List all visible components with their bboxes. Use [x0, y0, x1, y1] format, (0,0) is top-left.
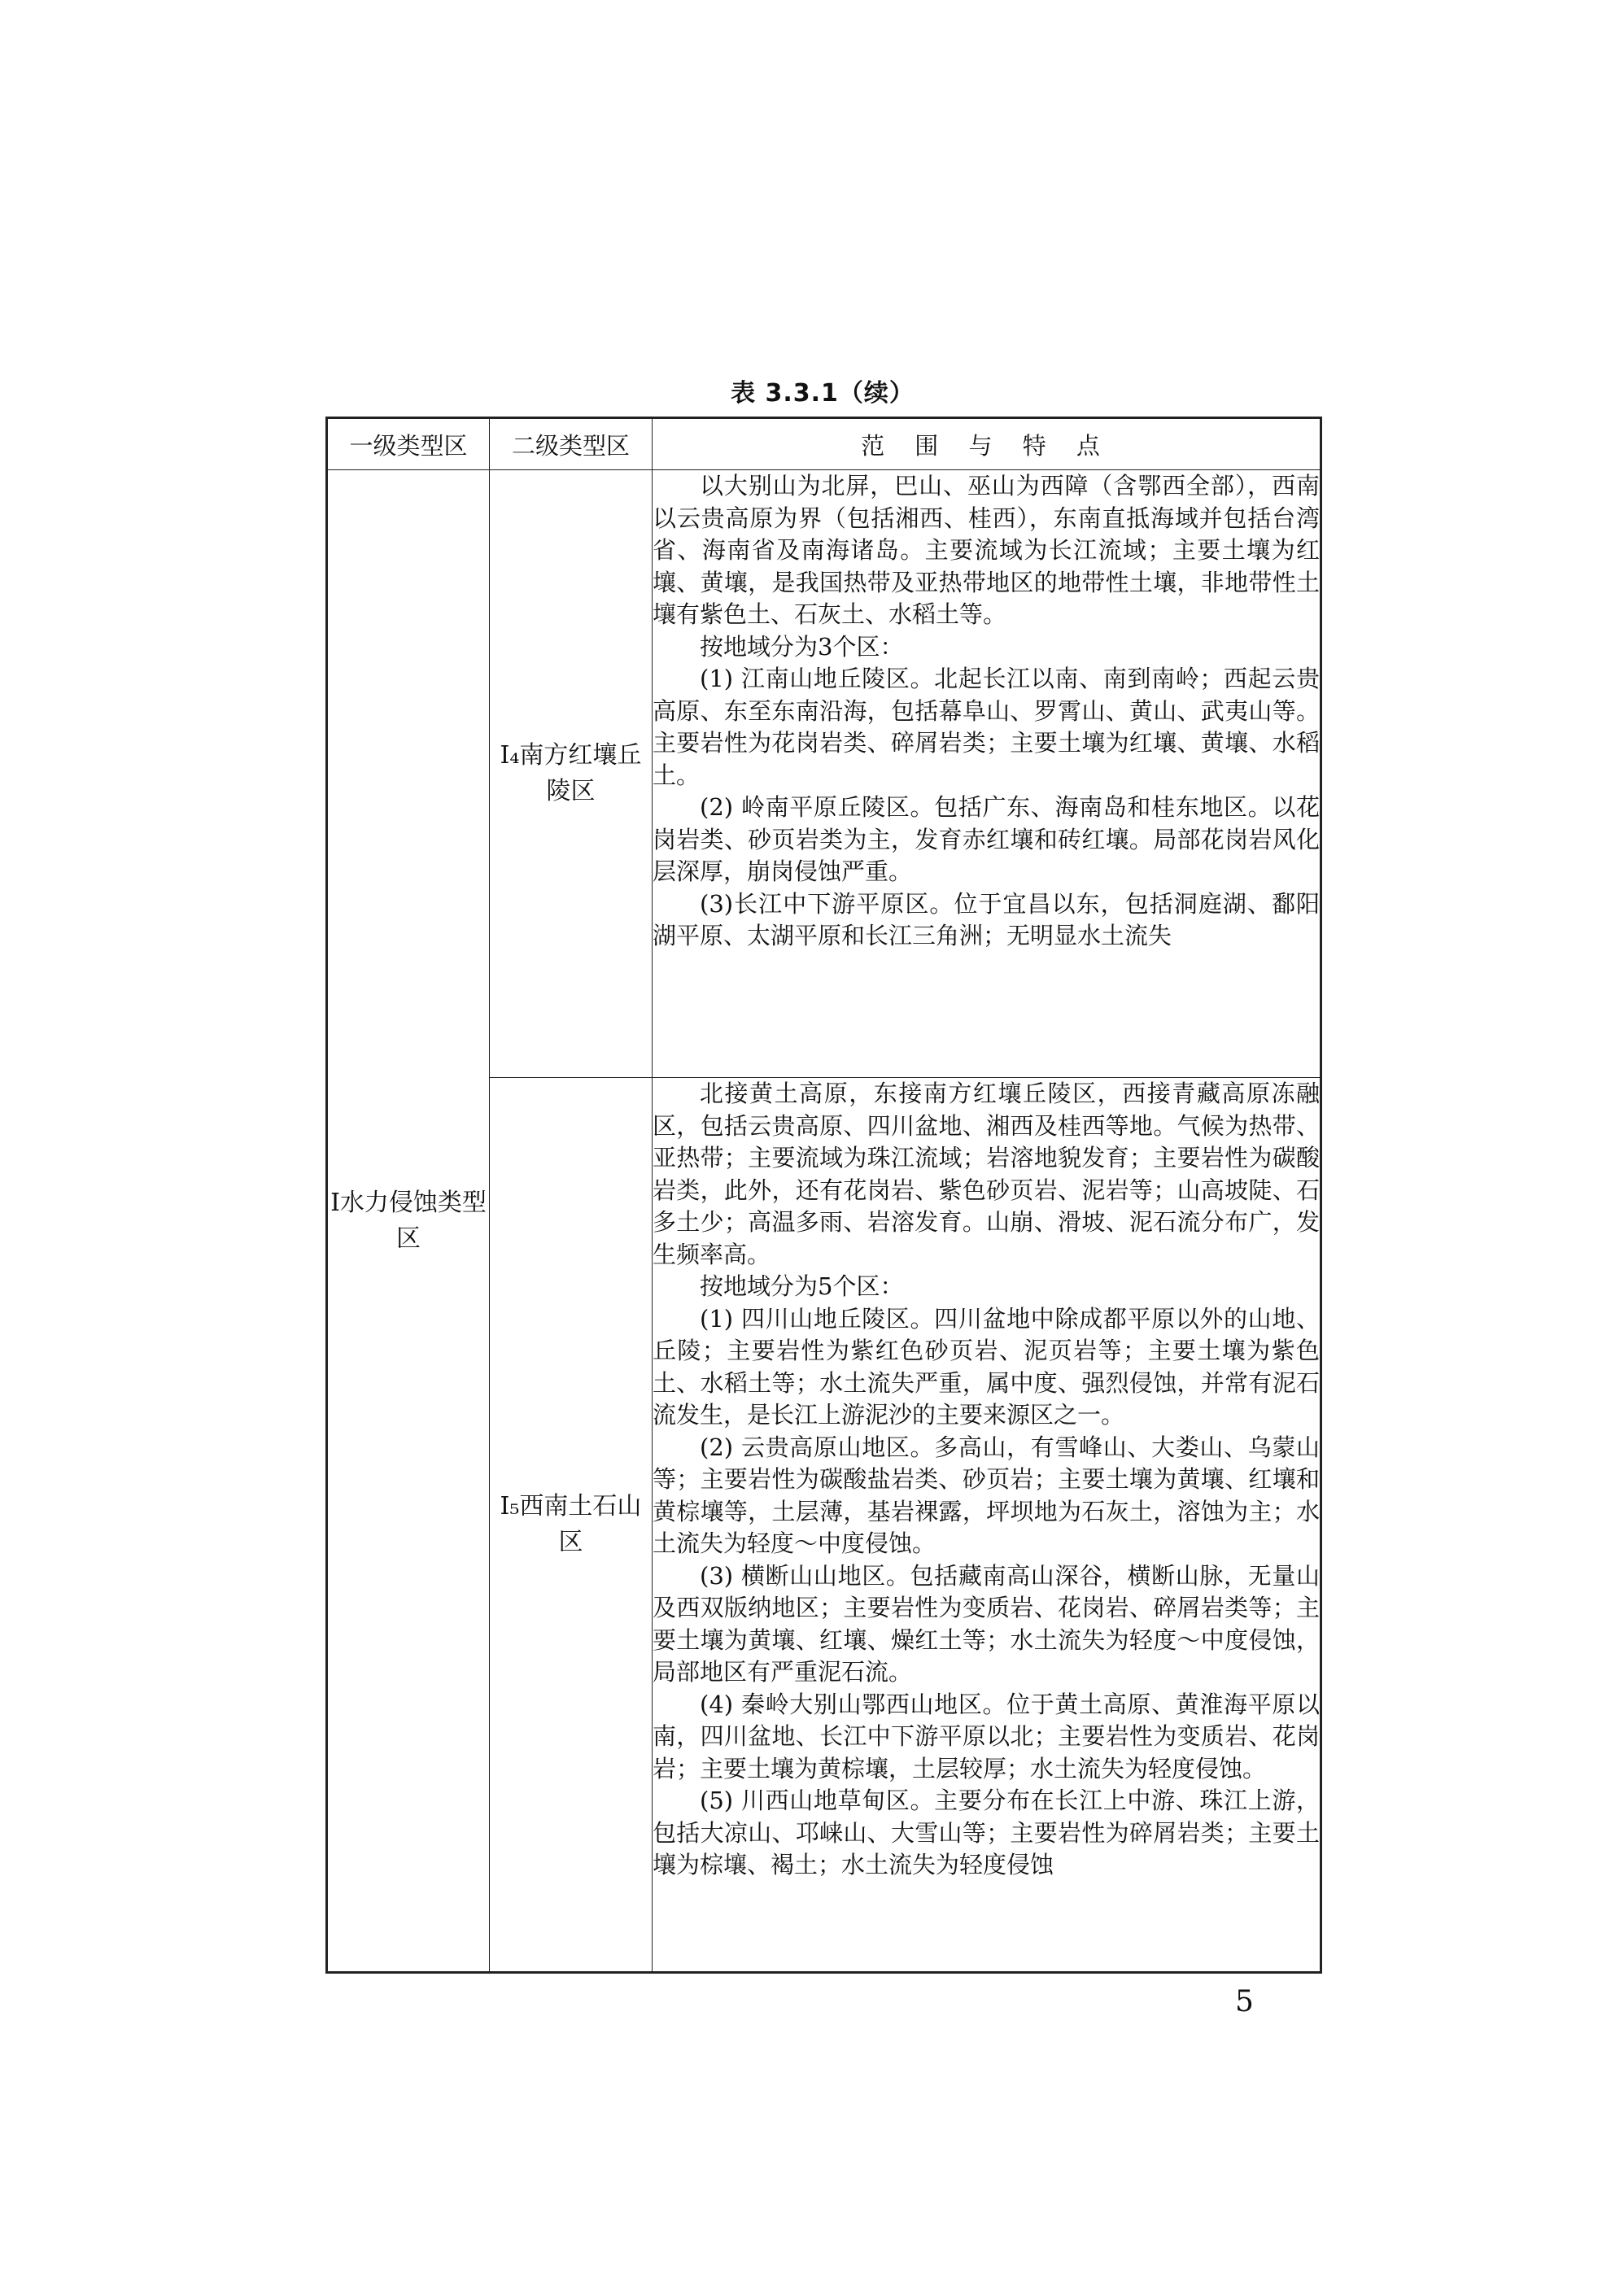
paragraph: (1) 四川山地丘陵区。四川盆地中除成都平原以外的山地、丘陵；主要岩性为紫红色砂页岩、泥页岩等；主要土壤为紫色土、水稻土等；水土流失严重，属中度、强烈侵蚀，并常有泥石流发生，是长江上游泥沙的主要来源区之一。 [653, 1304, 1320, 1429]
paragraph: (3) 横断山山地区。包括藏南高山深谷，横断山脉，无量山及西双版纳地区；主要岩性为变质岩、花岗岩、碎屑岩类等；主要土壤为黄壤、红壤、燥红土等；水土流失为轻度～中度侵蚀，局部地区有严重泥石流。 [653, 1561, 1320, 1686]
level2-cell [490, 470, 653, 1078]
paragraph: 按地域分为3个区： [700, 632, 904, 661]
paragraph: 北接黄土高原，东接南方红壤丘陵区，西接青藏高原冻融区，包括云贵高原、四川盆地、湘西及桂西等地。气候为热带、亚热带；主要流域为珠江流域；岩溶地貌发育；主要岩性为碳酸岩类，此外，还有花岗岩、紫色砂页岩、泥岩等；山高坡陡、石多土少；高温多雨、岩溶发育。山崩、滑坡、泥石流分布广，发生频率高。 [653, 1080, 1320, 1268]
table-header-row [327, 418, 1321, 470]
paragraph: (2) 岭南平原丘陵区。包括广东、海南岛和桂东地区。以花岗岩类、砂页岩类为主，发育赤红壤和砖红壤。局部花岗岩风化层深厚，崩岗侵蚀严重。 [653, 793, 1320, 885]
level1-label: Ⅰ水力侵蚀类型区 [330, 1188, 487, 1253]
paragraph: (5) 川西山地草甸区。主要分布在长江上中游、珠江上游，包括大凉山、邛崃山、大雪山等；主要岩性为碎屑岩类；主要土壤为棕壤、褐土；水土流失为轻度侵蚀 [653, 1787, 1320, 1878]
paragraph: 按地域分为5个区： [700, 1272, 904, 1300]
level1-cell [327, 470, 490, 1973]
table-row [327, 470, 1321, 1078]
header-level2: 二级类型区 [490, 418, 653, 470]
paragraph: (1) 江南山地丘陵区。北起长江以南、南到南岭；西起云贵高原、东至东南沿海，包括幕阜山、罗霄山、黄山、武夷山等。主要岩性为花岗岩类、碎屑岩类；主要土壤为红壤、黄壤、水稻土。 [653, 665, 1320, 789]
scope-cell [653, 1078, 1321, 1973]
header-level1: 一级类型区 [327, 418, 490, 470]
level2-label: Ⅰ₄南方红壤丘陵区 [500, 741, 642, 805]
paragraph: (3)长江中下游平原区。位于宜昌以东，包括洞庭湖、鄱阳湖平原、太湖平原和长江三角洲；无明显水土流失 [653, 889, 1320, 949]
level2-label: Ⅰ₅西南土石山区 [500, 1492, 642, 1556]
page-number: 5 [1235, 1985, 1254, 2018]
paragraph: 以大别山为北屏，巴山、巫山为西障（含鄂西全部），西南以云贵高原为界（包括湘西、桂西），东南直抵海域并包括台湾省、海南省及南海诸岛。主要流域为长江流域；主要土壤为红壤、黄壤，是我国热带及亚热带地区的地带性土壤，非地带性土壤有紫色土、石灰土、水稻土等。 [653, 472, 1320, 628]
scope-cell [653, 470, 1321, 1078]
level2-cell [490, 1078, 653, 1973]
paragraph: (4) 秦岭大别山鄂西山地区。位于黄土高原、黄淮海平原以南，四川盆地、长江中下游平原以北；主要岩性为变质岩、花岗岩；主要土壤为黄棕壤，土层较厚；水土流失为轻度侵蚀。 [653, 1690, 1320, 1782]
header-scope: 范 围 与 特 点 [653, 418, 1321, 470]
zone-table [325, 417, 1322, 1974]
paragraph: (2) 云贵高原山地区。多高山，有雪峰山、大娄山、乌蒙山等；主要岩性为碳酸盐岩类、砂页岩；主要土壤为黄壤、红壤和黄棕壤等，土层薄，基岩裸露，坪坝地为石灰土，溶蚀为主；水土流失为轻度～中度侵蚀。 [653, 1433, 1320, 1557]
table-caption: 表 3.3.1（续） [731, 379, 915, 408]
